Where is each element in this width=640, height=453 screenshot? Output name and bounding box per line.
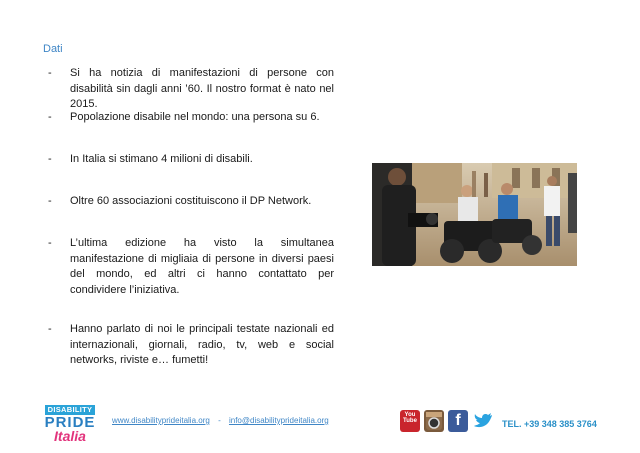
website-link[interactable]: www.disabilityprideitalia.org — [112, 416, 210, 425]
event-photo — [372, 163, 577, 266]
bullet-dash: - — [48, 111, 52, 123]
logo-line-3: Italia — [54, 428, 86, 444]
bullet-dash: - — [48, 67, 52, 79]
youtube-label: You Tube — [403, 412, 417, 424]
logo-line-2: PRIDE — [44, 414, 96, 431]
bullet-dash: - — [48, 323, 52, 335]
bullet-text: Hanno parlato di noi le principali testate nazionali ed internazionali, giornali, radio, tv, web e social networks, riviste e… fumetti! — [70, 323, 334, 366]
footer — [0, 405, 640, 453]
bullet-dash: - — [48, 153, 52, 165]
facebook-label: f — [455, 412, 461, 429]
bullet-text: Si ha notizia di manifestazioni di persone con disabilità sin dagli anni ’60. Il nostro format è nato nel 2015. — [70, 67, 334, 110]
bullet-dash: - — [48, 195, 52, 207]
facebook-icon[interactable] — [448, 410, 468, 432]
bullet-text: Popolazione disabile nel mondo: una persona su 6. — [70, 111, 320, 123]
phone-number[interactable]: TEL. +39 348 385 3764 — [502, 419, 597, 429]
disability-pride-logo[interactable] — [44, 405, 96, 445]
section-title: Dati — [43, 43, 63, 55]
link-separator: - — [218, 416, 221, 425]
youtube-icon[interactable] — [400, 410, 420, 432]
instagram-icon[interactable] — [424, 410, 444, 432]
email-link[interactable]: info@disabilityprideitalia.org — [228, 416, 329, 425]
logo-line-1: DISABILITY — [45, 405, 95, 415]
bullet-text: Oltre 60 associazioni costituiscono il DP Network. — [70, 195, 312, 207]
bullet-text: L’ultima edizione ha visto la simultanea manifestazione di migliaia di persone in diversi paesi del mondo, ed altri ci hanno contattato per condividere l’iniziativa. — [70, 237, 334, 296]
bullet-text: In Italia si stimano 4 milioni di disabili. — [70, 153, 253, 165]
contact-links — [112, 416, 329, 425]
bullet-dash: - — [48, 237, 52, 249]
twitter-icon[interactable] — [472, 410, 492, 432]
